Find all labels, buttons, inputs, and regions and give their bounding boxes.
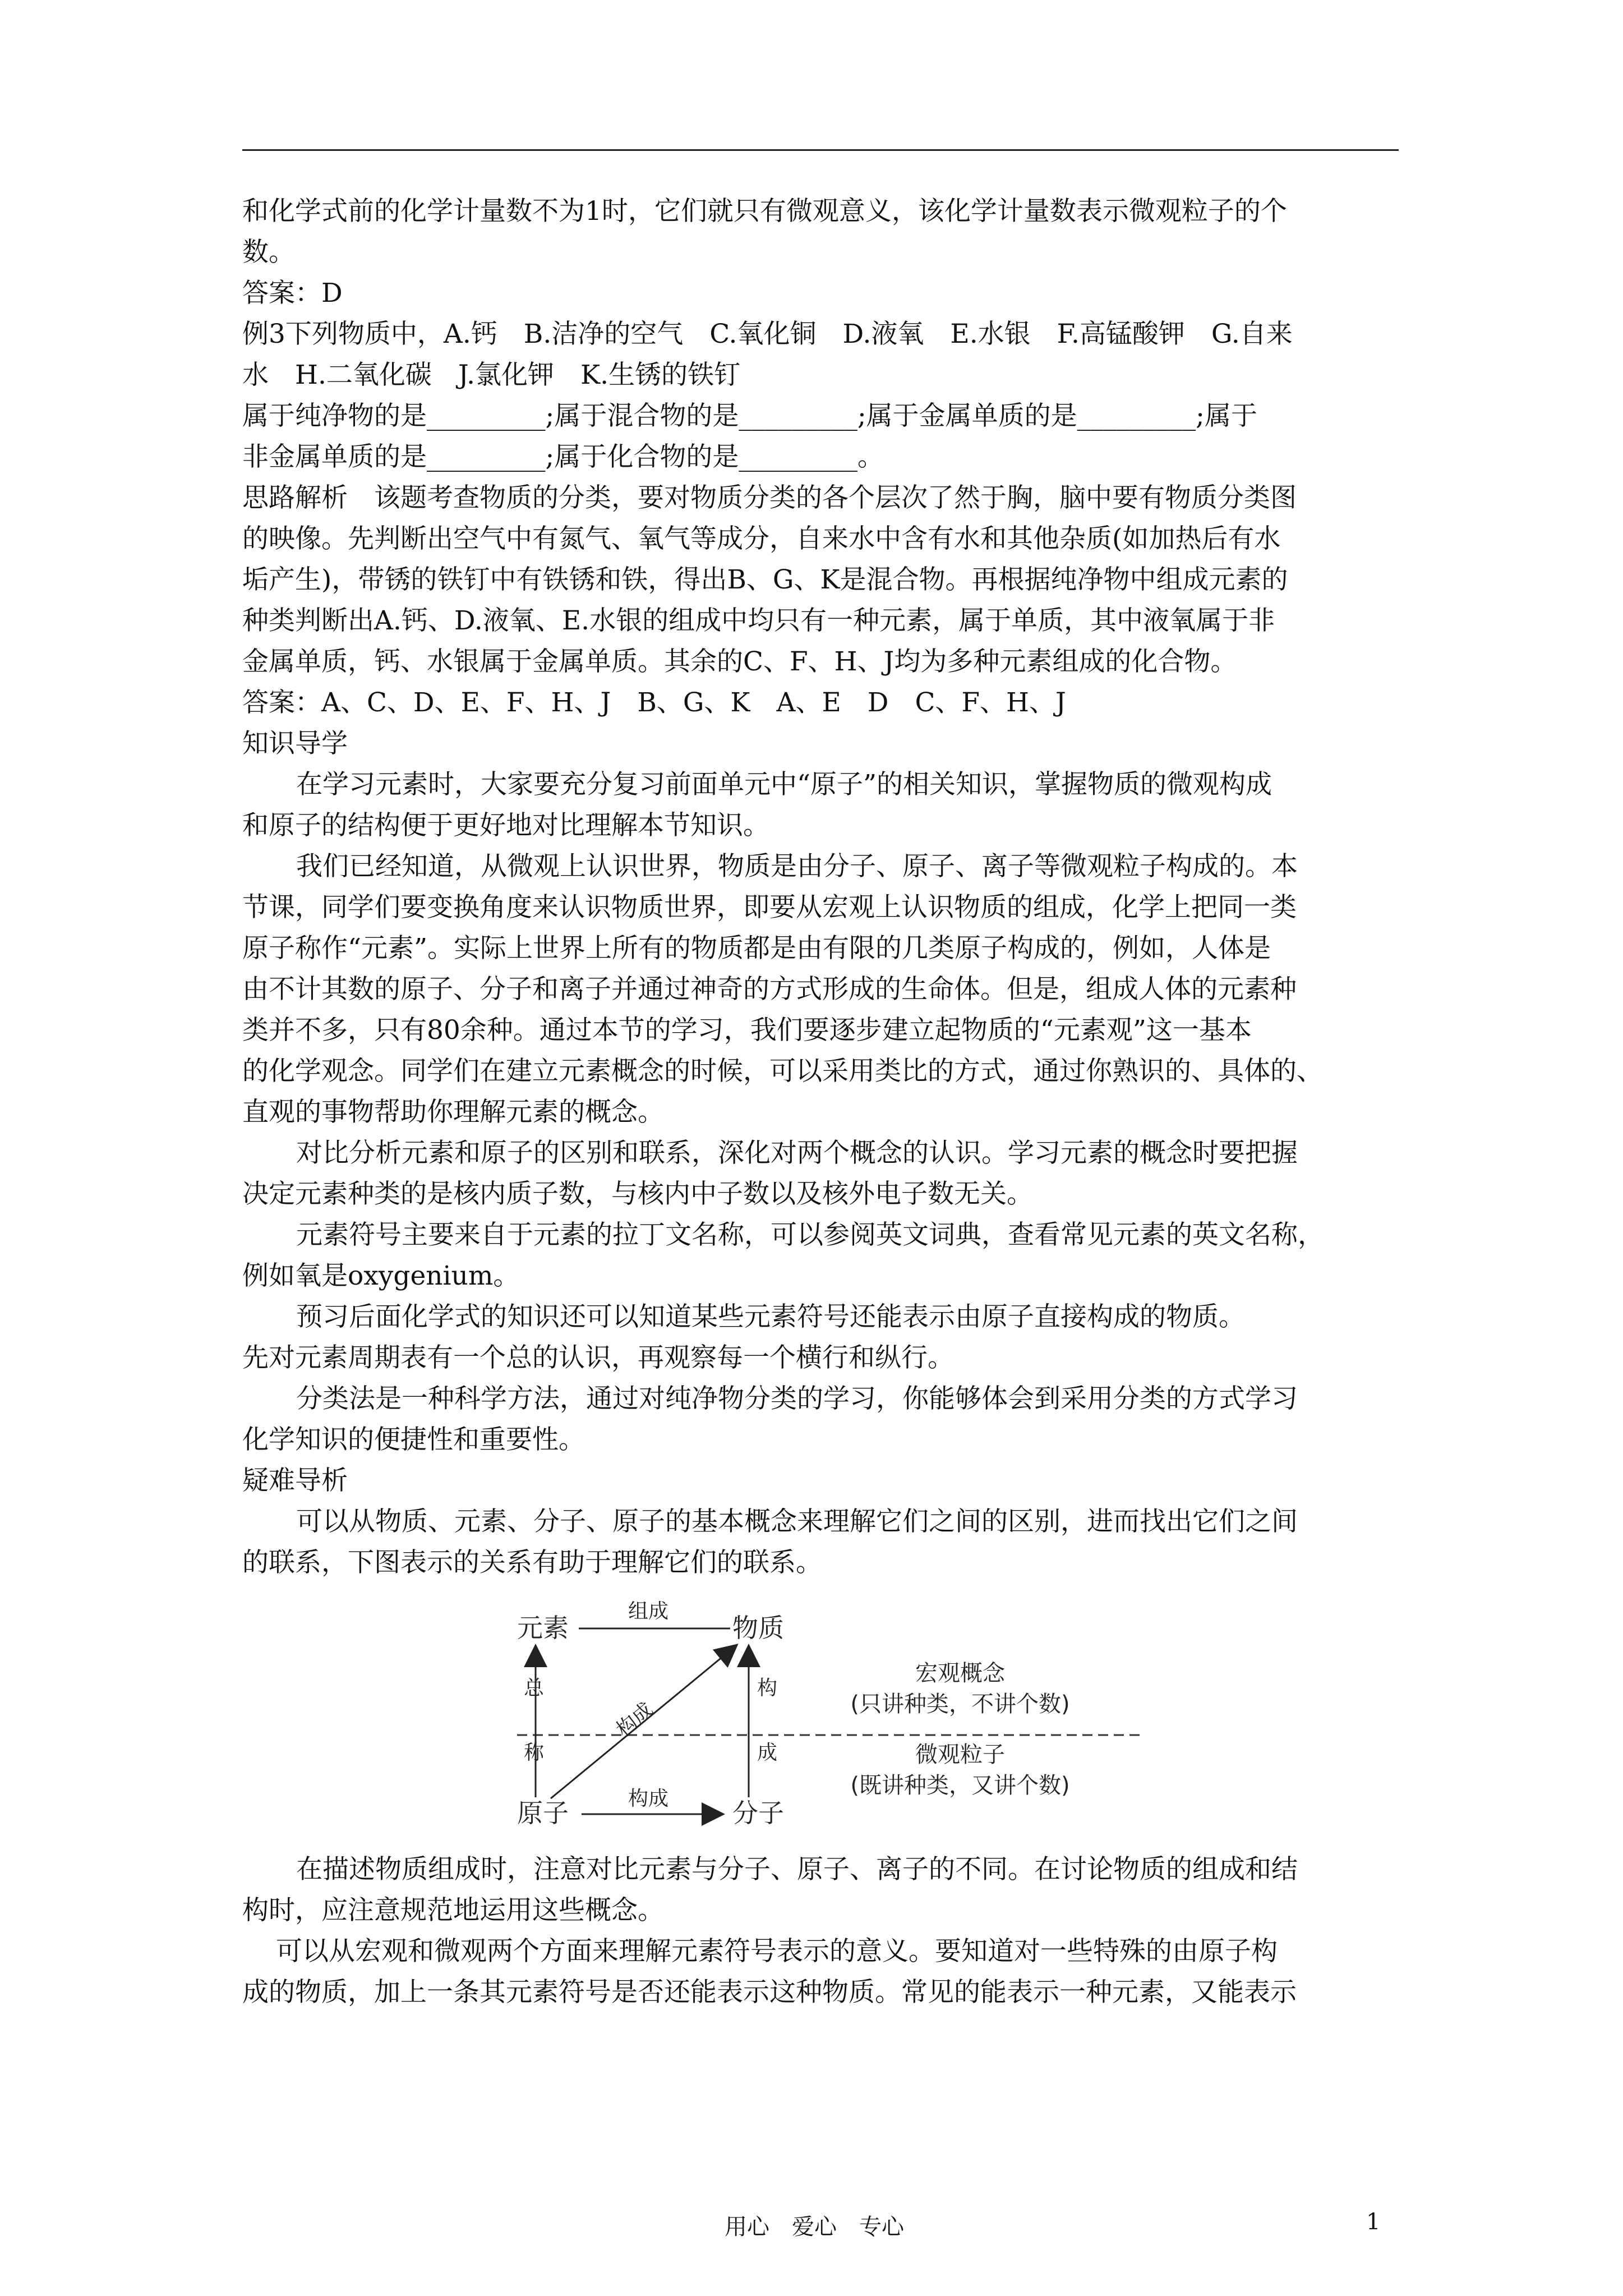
paragraph xyxy=(242,477,1409,682)
bottom-arrow-label: 构成 xyxy=(628,1787,669,1810)
paragraph xyxy=(242,395,1409,477)
text-line: 原子称作“元素”。实际上世界上所有的物质都是由有限的几类原子构成的，例如，人体是 xyxy=(242,933,1271,964)
paragraph xyxy=(242,764,1409,846)
text-line: 直观的事物帮助你理解元素的概念。 xyxy=(242,1097,664,1128)
node-substance: 物质 xyxy=(732,1613,784,1643)
left-label-2: 称 xyxy=(524,1741,545,1764)
top-arrow-label: 组成 xyxy=(628,1600,669,1623)
node-atom: 原子 xyxy=(517,1798,569,1828)
text-line: 类并不多，只有80余种。通过本节的学习，我们要逐步建立起物质的“元素观”这一基本 xyxy=(242,1015,1252,1046)
text-line: 预习后面化学式的知识还可以知道某些元素符号还能表示由原子直接构成的物质。 xyxy=(296,1301,1245,1332)
text-line: 数。 xyxy=(242,237,295,268)
text-line: 思路解析 该题考查物质的分类，要对物质分类的各个层次了然于胸，脑中要有物质分类图 xyxy=(242,482,1297,513)
paragraph xyxy=(242,273,1409,314)
text-line: 知识导学 xyxy=(242,728,348,759)
header-rule xyxy=(242,149,1399,151)
paragraphs-after-diagram xyxy=(242,1849,1409,2013)
paragraph xyxy=(242,1378,1409,1460)
text-line: 属于纯净物的是_________;属于混合物的是_________;属于金属单质的是_________;属于 xyxy=(242,401,1258,431)
text-line: 可以从物质、元素、分子、原子的基本概念来理解它们之间的区别，进而找出它们之间 xyxy=(296,1506,1298,1537)
page-body xyxy=(242,191,1409,2013)
text-line: 答案：D xyxy=(242,278,343,309)
text-line: 在描述物质组成时，注意对比元素与分子、原子、离子的不同。在讨论物质的组成和结 xyxy=(296,1854,1298,1885)
node-element: 元素 xyxy=(517,1613,569,1643)
text-line: 和原子的结构便于更好地对比理解本节知识。 xyxy=(242,810,769,841)
relationship-diagram xyxy=(242,1591,1409,1838)
left-label-1: 总 xyxy=(524,1677,545,1700)
paragraph xyxy=(242,191,1409,273)
text-line: 的映像。先判断出空气中有氮气、氧气等成分，自来水中含有水和其他杂质(如加热后有水 xyxy=(242,523,1281,554)
text-line: 非金属单质的是_________;属于化合物的是_________。 xyxy=(242,441,884,472)
paragraph xyxy=(242,1501,1409,1583)
micro-title: 微观粒子 xyxy=(915,1742,1005,1768)
node-molecule: 分子 xyxy=(732,1798,784,1828)
paragraph xyxy=(242,682,1409,723)
text-line: 的联系，下图表示的关系有助于理解它们的联系。 xyxy=(242,1547,822,1578)
page-number: 1 xyxy=(1366,2209,1381,2235)
text-line: 垢产生)，带锈的铁钉中有铁锈和铁，得出B、G、K是混合物。再根据纯净物中组成元素的 xyxy=(242,564,1288,595)
text-line: 成的物质，加上一条其元素符号是否还能表示这种物质。常见的能表示一种元素，又能表示 xyxy=(242,1977,1297,2008)
paragraph xyxy=(242,1460,1409,1501)
text-line: 决定元素种类的是核内质子数，与核内中子数以及核外电子数无关。 xyxy=(242,1179,1033,1209)
text-line: 答案：A、C、D、E、F、H、J B、G、K A、E D C、F、H、J xyxy=(242,687,1066,718)
text-line: 的化学观念。同学们在建立元素概念的时候，可以采用类比的方式，通过你熟识的、具体的、 xyxy=(242,1056,1323,1087)
text-line: 疑难导析 xyxy=(242,1465,348,1496)
text-line: 分类法是一种科学方法，通过对纯净物分类的学习，你能够体会到采用分类的方式学习 xyxy=(296,1383,1298,1414)
paragraph xyxy=(242,723,1409,764)
macro-title: 宏观概念 xyxy=(915,1660,1005,1686)
diagonal-label: 构成 xyxy=(612,1698,658,1742)
paragraph xyxy=(242,314,1409,395)
text-line: 节课，同学们要变换角度来认识物质世界，即要从宏观上认识物质的组成，化学上把同一类 xyxy=(242,892,1297,923)
text-line: 例3下列物质中，A.钙 B.洁净的空气 C.氧化铜 D.液氧 E.水银 F.高锰酸钾 G.自来 xyxy=(242,319,1293,349)
text-line: 构时，应注意规范地运用这些概念。 xyxy=(242,1895,664,1926)
paragraph xyxy=(242,1214,1409,1296)
text-line: 水 H.二氧化碳 J.氯化钾 K.生锈的铁钉 xyxy=(242,360,741,390)
paragraph xyxy=(242,1849,1409,1931)
footer-slogan: 用心 爱心 专心 xyxy=(725,2214,904,2240)
text-line: 我们已经知道，从微观上认识世界，物质是由分子、原子、离子等微观粒子构成的。本 xyxy=(296,851,1298,882)
text-line: 在学习元素时，大家要充分复习前面单元中“原子”的相关知识，掌握物质的微观构成 xyxy=(296,769,1272,800)
text-line: 元素符号主要来自于元素的拉丁文名称，可以参阅英文词典，查看常见元素的英文名称， xyxy=(296,1220,1324,1250)
text-line: 可以从宏观和微观两个方面来理解元素符号表示的意义。要知道对一些特殊的由原子构 xyxy=(276,1936,1278,1967)
text-line: 对比分析元素和原子的区别和联系，深化对两个概念的认识。学习元素的概念时要把握 xyxy=(296,1138,1298,1168)
text-line: 由不计其数的原子、分子和离子并通过神奇的方式形成的生命体。但是，组成人体的元素种 xyxy=(242,974,1297,1005)
text-line: 金属单质，钙、水银属于金属单质。其余的C、F、H、J均为多种元素组成的化合物。 xyxy=(242,646,1237,677)
text-line: 和化学式前的化学计量数不为1时，它们就只有微观意义，该化学计量数表示微观粒子的个 xyxy=(242,196,1287,227)
right-label-2: 成 xyxy=(757,1741,778,1764)
paragraph xyxy=(242,1296,1409,1337)
macro-note: (只讲种类，不讲个数) xyxy=(850,1691,1070,1717)
paragraph xyxy=(242,1337,1409,1378)
paragraph xyxy=(242,1133,1409,1214)
paragraph xyxy=(242,1931,1409,2013)
paragraphs-before-diagram xyxy=(242,191,1409,1583)
paragraph xyxy=(242,846,1409,1133)
text-line: 例如氧是oxygenium。 xyxy=(242,1260,520,1291)
text-line: 化学知识的便捷性和重要性。 xyxy=(242,1424,585,1455)
diagram-svg xyxy=(517,1591,1179,1838)
text-line: 种类判断出A.钙、D.液氧、E.水银的组成中均只有一种元素，属于单质，其中液氧属于非 xyxy=(242,605,1275,636)
text-line: 先对元素周期表有一个总的认识，再观察每一个横行和纵行。 xyxy=(242,1342,954,1373)
micro-note: (既讲种类，又讲个数) xyxy=(850,1773,1070,1798)
right-label-1: 构 xyxy=(757,1677,778,1700)
